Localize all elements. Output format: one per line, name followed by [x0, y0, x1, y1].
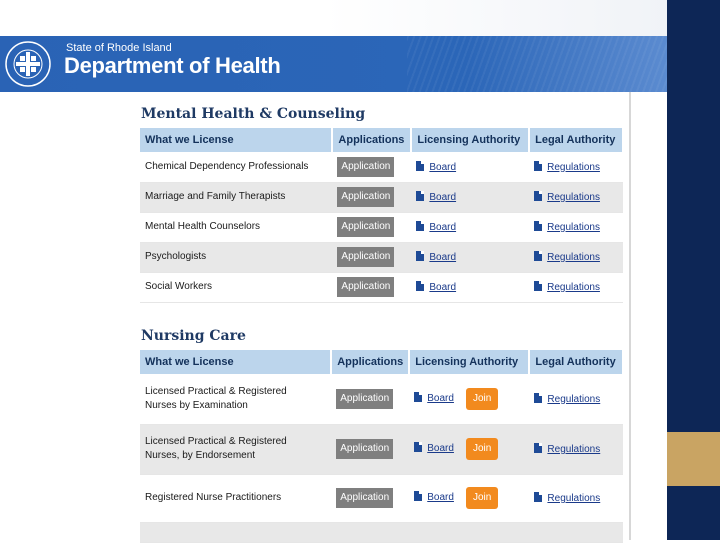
table-row — [140, 374, 623, 424]
document-icon — [534, 281, 542, 291]
document-icon — [534, 443, 542, 453]
column-header: Applications — [332, 128, 411, 152]
column-header: Legal Authority — [529, 128, 623, 152]
table-row — [140, 152, 623, 182]
license-table-mental-health — [140, 128, 624, 303]
license-name: Mental Health Counselors — [145, 221, 261, 232]
regulations-link[interactable]: Regulations — [547, 282, 600, 293]
section-title-nursing-care: Nursing Care — [141, 328, 246, 344]
table-header-row — [140, 128, 623, 152]
document-icon — [416, 221, 424, 231]
board-link[interactable]: Board — [429, 161, 457, 173]
license-name: Registered Nurse Practitioners — [145, 492, 282, 503]
license-name: Social Workers — [145, 281, 213, 292]
table-row — [140, 272, 623, 302]
license-name: Licensed Practical & Registered — [145, 436, 287, 447]
column-header: Legal Authority — [529, 350, 623, 374]
column-header: What we License — [140, 128, 332, 152]
board-link[interactable]: Board — [429, 192, 457, 203]
board-link[interactable]: Board — [427, 392, 454, 404]
document-icon — [534, 251, 542, 261]
table-row — [140, 474, 623, 522]
application-button[interactable]: Application — [336, 439, 393, 459]
application-button[interactable]: Application — [337, 247, 394, 267]
document-icon — [416, 191, 424, 201]
table-row — [140, 242, 623, 272]
table-row — [140, 182, 623, 212]
board-link[interactable]: Board — [429, 282, 457, 293]
join-button[interactable]: Join — [466, 487, 498, 509]
license-table-nursing-care — [140, 350, 624, 543]
org-title[interactable]: Department of Health — [64, 53, 281, 78]
regulations-link[interactable]: Regulations — [547, 252, 600, 263]
department-seal-icon[interactable] — [4, 40, 52, 88]
document-icon — [534, 191, 542, 201]
join-button[interactable]: Join — [466, 438, 498, 460]
regulations-link[interactable]: Regulations — [547, 444, 601, 455]
banner-texture — [407, 36, 667, 92]
slide-background-top — [0, 0, 720, 36]
regulations-link[interactable]: Regulations — [547, 493, 601, 504]
table-row — [140, 212, 623, 242]
document-icon — [414, 442, 422, 452]
document-icon — [416, 281, 424, 291]
table-row-partial — [140, 522, 623, 542]
application-button[interactable]: Application — [336, 389, 393, 409]
board-link[interactable]: Board — [429, 222, 457, 233]
column-header: Applications — [331, 350, 409, 374]
column-header: Licensing Authority — [409, 350, 529, 374]
document-icon — [534, 221, 542, 231]
table-header-row — [140, 350, 623, 374]
regulations-link[interactable]: Regulations — [547, 161, 600, 173]
license-name-continued: Nurses by Examination — [145, 399, 248, 411]
application-button[interactable]: Application — [337, 157, 394, 177]
document-icon — [414, 491, 422, 501]
document-icon — [534, 393, 542, 403]
license-name-continued: Nurses, by Endorsement — [145, 450, 256, 461]
regulations-link[interactable]: Regulations — [547, 393, 601, 405]
board-link[interactable]: Board — [429, 252, 457, 263]
application-button[interactable]: Application — [337, 277, 394, 297]
board-link[interactable]: Board — [427, 492, 454, 503]
document-icon — [416, 161, 424, 171]
org-subtitle: State of Rhode Island — [66, 42, 172, 54]
section-title-mental-health: Mental Health & Counseling — [141, 106, 366, 122]
join-button[interactable]: Join — [466, 388, 498, 410]
application-button[interactable]: Application — [336, 488, 393, 508]
slide-side-accent — [667, 432, 720, 486]
document-icon — [534, 161, 542, 171]
column-header: Licensing Authority — [411, 128, 529, 152]
application-button[interactable]: Application — [337, 187, 394, 207]
license-name: Psychologists — [145, 251, 207, 262]
site-header-banner — [0, 36, 667, 92]
regulations-link[interactable]: Regulations — [547, 222, 600, 233]
table-row — [140, 424, 623, 474]
regulations-link[interactable]: Regulations — [547, 192, 600, 203]
board-link[interactable]: Board — [427, 443, 454, 454]
document-icon — [534, 492, 542, 502]
application-button[interactable]: Application — [337, 217, 394, 237]
document-icon — [416, 251, 424, 261]
license-name: Licensed Practical & Registered — [145, 385, 287, 397]
column-header: What we License — [140, 350, 331, 374]
license-name: Marriage and Family Therapists — [145, 191, 286, 202]
document-icon — [414, 392, 422, 402]
license-name: Chemical Dependency Professionals — [145, 160, 309, 172]
